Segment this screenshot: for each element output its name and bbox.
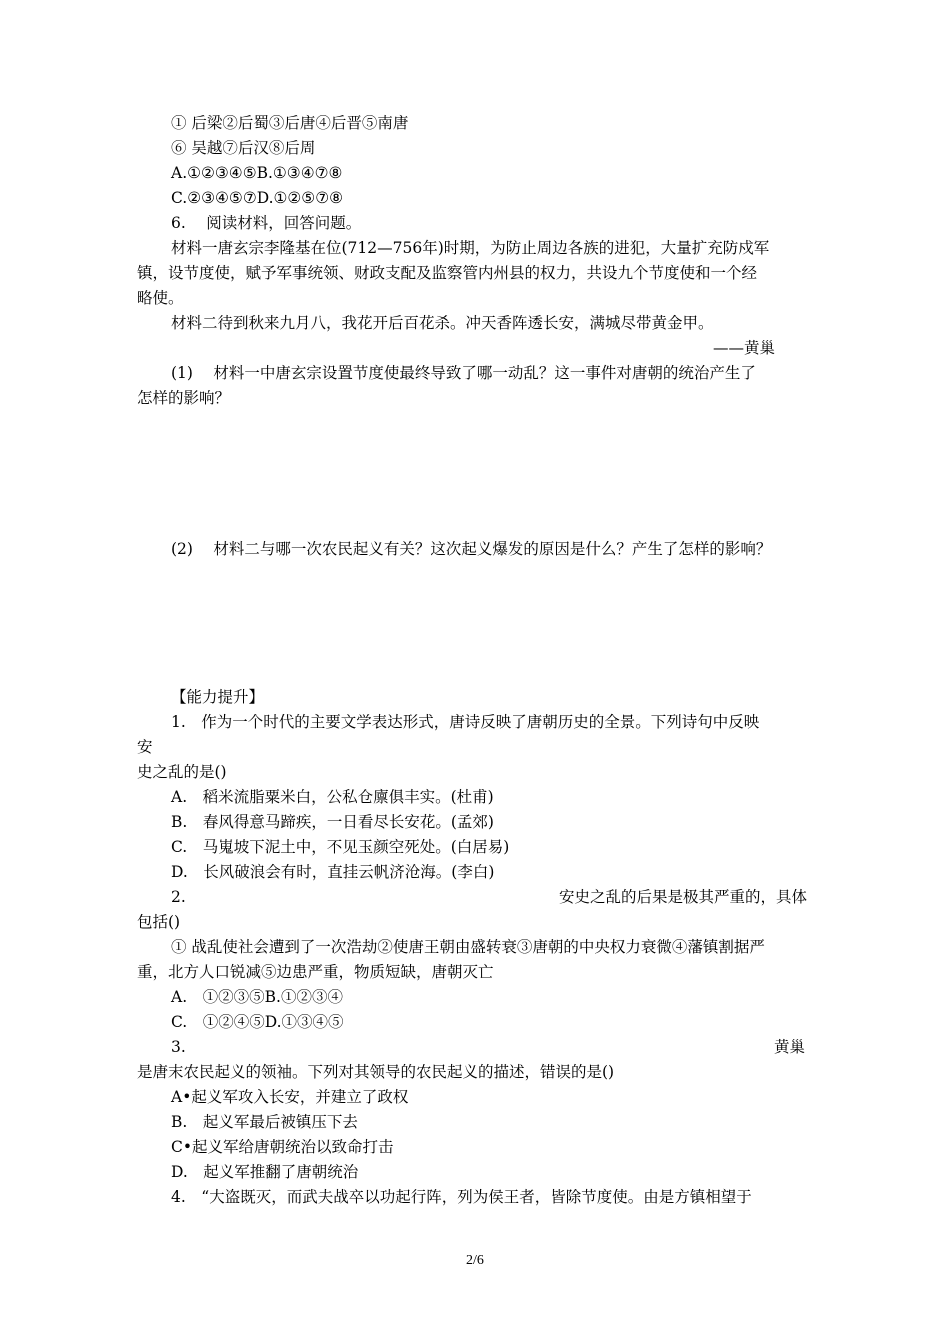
- poem-author: ——黄巢: [712, 339, 775, 357]
- option-line: A. 稻米流脂粟米白，公私仓廪俱丰实。(杜甫): [171, 788, 494, 806]
- text-line: 镇，设节度使，赋予军事统领、财政支配及监察管内州县的权力，共设九个节度使和一个经: [137, 264, 758, 282]
- question-heading: 6. 阅读材料，回答问题。: [171, 214, 362, 232]
- text-line: A.①②③④⑤B.①③④⑦⑧: [171, 164, 343, 182]
- question-number: 2.: [171, 888, 186, 906]
- page-number: 2/6: [466, 1253, 484, 1268]
- option-line: B. 起义军最后被镇压下去: [171, 1113, 358, 1131]
- text-line: 安史之乱的后果是极其严重的，具体: [558, 888, 807, 906]
- question-number: 3.: [171, 1038, 186, 1056]
- text-line: 安: [137, 738, 153, 756]
- section-heading: 【能力提升】: [171, 688, 265, 706]
- text-line: 略使。: [137, 289, 184, 307]
- text-line: 黄巢: [773, 1038, 805, 1056]
- text-line: 1. 作为一个时代的主要文学表达形式，唐诗反映了唐朝历史的全景。下列诗句中反映: [171, 713, 760, 731]
- text-line: 包括(): [137, 913, 181, 931]
- text-line: 材料一唐玄宗李隆基在位(712—756年)时期，为防止周边各族的进犯，大量扩充防戍军: [171, 239, 770, 257]
- option-line: C. 马嵬坡下泥土中，不见玉颜空死处。(白居易): [171, 838, 510, 856]
- option-line: D. 长风破浪会有时，直挂云帆济沧海。(李白): [171, 863, 495, 881]
- text-line: 怎样的影响？: [137, 389, 231, 407]
- text-line: 是唐末农民起义的领袖。下列对其领导的农民起义的描述，错误的是(): [137, 1063, 615, 1081]
- option-line: B. 春风得意马蹄疾，一日看尽长安花。(孟郊): [171, 813, 494, 831]
- text-line: 史之乱的是(): [137, 763, 227, 781]
- text-line: 4. “大盗既灭，而武夫战卒以功起行阵，列为侯王者，皆除节度使。由是方镇相望于: [171, 1188, 752, 1206]
- text-line: 材料二待到秋来九月八，我花开后百花杀。冲天香阵透长安，满城尽带黄金甲。: [171, 314, 714, 332]
- text-line: ① 后梁②后蜀③后唐④后晋⑤南唐: [171, 114, 409, 132]
- option-line: A•起义军攻入长安，并建立了政权: [171, 1088, 409, 1106]
- text-line: 重，北方人口锐减⑤边患严重，物质短缺，唐朝灭亡: [137, 963, 494, 981]
- option-line: C. ①②④⑤D.①③④⑤: [171, 1013, 344, 1031]
- text-line: (2) 材料二与哪一次农民起义有关？这次起义爆发的原因是什么？产生了怎样的影响？: [171, 540, 772, 558]
- option-line: A. ①②③⑤B.①②③④: [171, 988, 343, 1006]
- option-line: C•起义军给唐朝统治以致命打击: [171, 1138, 394, 1156]
- text-line: C.②③④⑤⑦D.①②⑤⑦⑧: [171, 189, 343, 207]
- text-line: ① 战乱使社会遭到了一次浩劫②使唐王朝由盛转衰③唐朝的中央权力衰微④藩镇割据严: [171, 938, 765, 956]
- option-line: D. 起义军推翻了唐朝统治: [171, 1163, 359, 1181]
- text-line: ⑥ 吴越⑦后汉⑧后周: [171, 139, 316, 157]
- text-line: (1) 材料一中唐玄宗设置节度使最终导致了哪一动乱？这一事件对唐朝的统治产生了: [171, 364, 756, 382]
